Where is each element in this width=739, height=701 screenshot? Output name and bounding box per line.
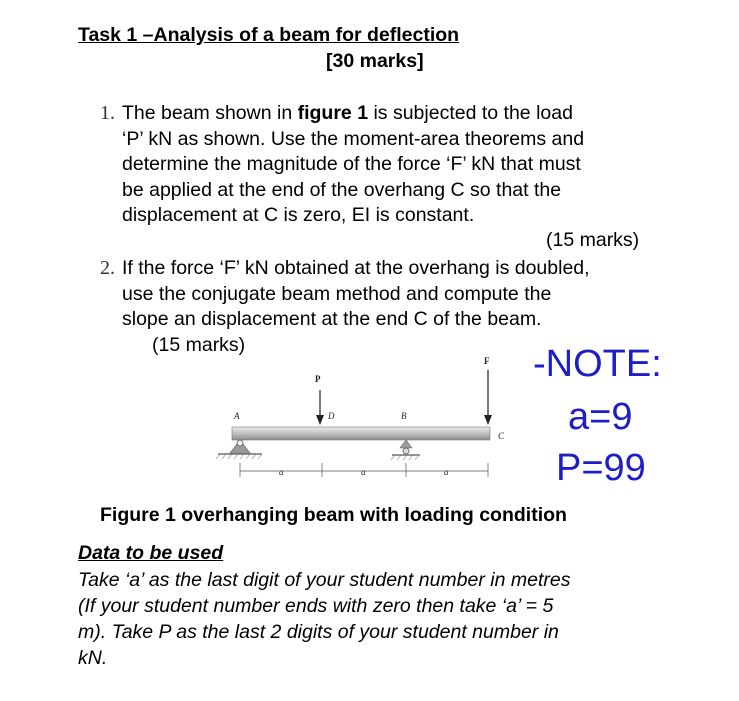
question-2-marks: (15 marks): [152, 334, 246, 356]
question-1-text: [122, 101, 584, 229]
question-2-number: 2.: [100, 257, 115, 279]
note-p-value: P=99: [556, 447, 646, 489]
label-c-point: C: [498, 431, 505, 441]
task-marks: [30 marks]: [326, 50, 424, 72]
dimension-label-2: a: [361, 467, 366, 477]
question-1-line-2: ‘P’ kN as shown. Use the moment-area theorems and: [122, 127, 585, 150]
data-line-3: m). Take P as the last 2 digits of your student number in: [78, 621, 559, 643]
question-1-marks: (15 marks): [546, 229, 640, 251]
label-f: F: [484, 356, 490, 366]
pin-support-a: [216, 440, 262, 459]
question-2-line-2: use the conjugate beam method and compute the: [122, 282, 552, 305]
question-1-line-4: be applied at the end of the overhang C so that the: [122, 178, 562, 201]
question-2-line-3: slope an displacement at the end C of the beam.: [122, 308, 542, 330]
question-1-line-3: determine the magnitude of the force ‘F’ kN that must: [122, 153, 581, 175]
label-a-point: A: [234, 411, 240, 421]
force-f-arrow: [484, 370, 492, 425]
label-b-point: B: [401, 411, 407, 421]
dimension-label-3: a: [444, 467, 449, 477]
dimension-label-1: a: [279, 467, 284, 477]
question-1-line-5: displacement at C is zero, EI is constant.: [122, 204, 475, 226]
task-title: Task 1 –Analysis of a beam for deflection: [78, 24, 460, 46]
data-line-2: (If your student number ends with zero then take ‘a’ = 5: [78, 595, 554, 617]
data-heading: Data to be used: [78, 542, 224, 564]
data-line-1: Take ‘a’ as the last digit of your student number in metres: [78, 569, 571, 591]
load-p-arrow: [316, 390, 324, 425]
data-line-4: kN.: [78, 647, 108, 669]
beam-figure: [210, 355, 510, 480]
question-2-text: [122, 256, 590, 333]
label-d-point: D: [328, 411, 335, 421]
note-a-value: a=9: [568, 396, 633, 438]
label-p: P: [315, 374, 321, 384]
figure-reference: figure 1: [297, 102, 369, 124]
beam-diagram: [210, 355, 510, 480]
question-1-line-1: The beam shown in figure 1 is subjected to the load: [122, 102, 573, 124]
data-paragraph: [78, 567, 652, 671]
roller-support-b: [391, 440, 420, 460]
question-1-number: 1.: [100, 102, 115, 124]
note-heading: -NOTE:: [533, 343, 662, 385]
question-2-line-1: If the force ‘F’ kN obtained at the overhang is doubled,: [122, 257, 590, 279]
beam: [232, 427, 490, 440]
figure-caption: Figure 1 overhanging beam with loading condition: [100, 504, 567, 526]
